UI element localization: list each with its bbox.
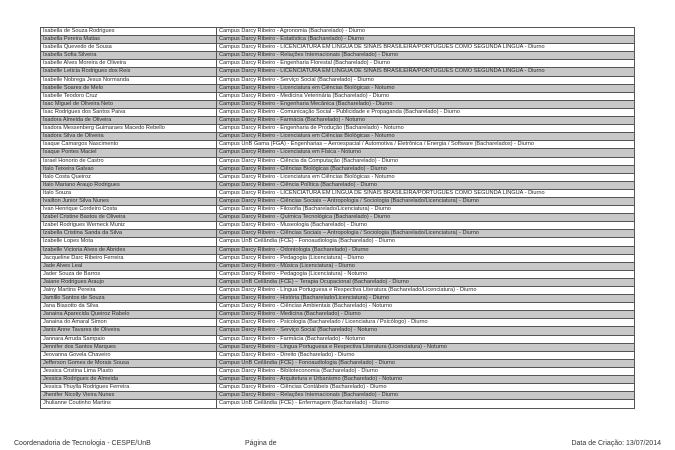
candidate-name: Italo Costa Queiroz <box>41 174 217 181</box>
candidate-name: Jainy Martins Pereira <box>41 287 217 294</box>
table-row <box>41 319 634 327</box>
table-row <box>41 141 634 149</box>
table-row <box>41 77 634 85</box>
candidate-name: Jeovanna Govela Chaveiro <box>41 352 217 359</box>
candidate-name: Ivailton Junior Silva Nunes <box>41 198 217 205</box>
course-name: Campus UnB Ceilândia (FCE) – Terapia Ocupacional (Bacharelado) - Diurno <box>219 278 409 285</box>
course-name: Campus Darcy Ribeiro - Engenharia de Produção (Bacharelado) - Noturno <box>219 125 404 132</box>
candidate-name: Isaque Pontes Maciel <box>41 149 217 156</box>
course-name: Campus Darcy Ribeiro - Pedagogia (Licenciatura) - Noturno <box>219 270 368 277</box>
course-name: Campus Darcy Ribeiro - História (Bacharelado/Licenciatura) - Diurno <box>219 295 390 302</box>
table-row <box>41 206 634 214</box>
course-name: Campus Darcy Ribeiro - Estatística (Bacharelado) - Diurno <box>219 36 365 43</box>
candidate-name: Isabelle Teodoro Cruz <box>41 93 217 100</box>
candidate-name: Jade Alves Leal <box>41 263 217 270</box>
candidate-name: Jessica Rodrigues de Almeida <box>41 376 217 383</box>
candidate-name: Janis Anne Tavares de Oliveira <box>41 327 217 334</box>
course-name: Campus Darcy Ribeiro - Relações Internacionais (Bacharelado) - Diurno <box>219 392 399 399</box>
table-row <box>41 247 634 255</box>
table-row <box>41 85 634 93</box>
candidate-name: Isabella Sofia Silveira <box>41 52 217 59</box>
candidate-name: Isac Miguel de Oliveira Neto <box>41 101 217 108</box>
candidate-name: Isabelle Alves Moreira de Oliveira <box>41 60 217 67</box>
candidate-name: Italo Mariano Araujo Rodrigues <box>41 182 217 189</box>
table-row <box>41 327 634 335</box>
candidate-name: Izabel Rodrigues Werneck Muniz <box>41 222 217 229</box>
candidate-name: Isabelle Nobrega Jesus Normanda <box>41 77 217 84</box>
table-row <box>41 109 634 117</box>
table-row <box>41 392 634 400</box>
table-row <box>41 28 634 36</box>
course-name: Campus Darcy Ribeiro - Arquitetura e Urbanismo (Bacharelado) - Noturno <box>219 376 403 383</box>
table-row <box>41 384 634 392</box>
candidate-name: Isadora Almeida de Oliveira <box>41 117 217 124</box>
table-row <box>41 230 634 238</box>
candidate-name: Jaiane Rodrigues Araujo <box>41 279 217 286</box>
candidate-name: Izabelle Victoria Alves de Abrides <box>41 247 217 254</box>
table-row <box>41 93 634 101</box>
candidate-name: Isabelle Leticia Rodrigues dos Reis <box>41 68 217 75</box>
table-row <box>41 60 634 68</box>
course-name: Campus Darcy Ribeiro - Licenciatura em Física - Noturno <box>219 149 362 156</box>
course-name: Campus Darcy Ribeiro - Ciências Sociais – Antropologia / Sociologia (Bacharelado/Licenciatura) - Diurno <box>219 230 479 237</box>
table-row <box>41 287 634 295</box>
course-name: Campus Darcy Ribeiro - Agronomia (Bacharelado) - Diurno <box>219 28 366 34</box>
table-row <box>41 336 634 344</box>
course-name: Campus Darcy Ribeiro - Ciências Biológicas (Bacharelado) - Diurno <box>219 165 387 172</box>
course-name: Campus UnB Ceilândia (FCE) - Enfermagem (Bacharelado) - Diurno <box>219 400 389 407</box>
table-row <box>41 400 634 408</box>
table-row <box>41 198 634 206</box>
table-row <box>41 166 634 174</box>
course-name: Campus Darcy Ribeiro - LICENCIATURA EM LÍNGUA DE SINAIS BRASILEIRA/PORTUGUÊS COMO SEGUNDA LÍNGUA - Diurno <box>219 44 545 51</box>
candidate-name: Jamille Santos de Souza <box>41 295 217 302</box>
table-row <box>41 125 634 133</box>
table-row <box>41 368 634 376</box>
course-name: Campus Darcy Ribeiro - Engenharia Florestal (Bacharelado) - Diurno <box>219 60 390 67</box>
candidate-name: Italo Souza <box>41 190 217 197</box>
candidate-name: Isabella Quevedo de Sousa <box>41 44 217 51</box>
course-name: Campus Darcy Ribeiro - Medicina (Bacharelado) - Diurno <box>219 311 361 318</box>
course-name: Campus Darcy Ribeiro - Licenciatura em Ciências Biológicas - Noturno <box>219 133 395 140</box>
course-name: Campus Darcy Ribeiro - Farmácia (Bacharelado) - Noturno <box>219 335 366 342</box>
course-name: Campus Darcy Ribeiro - Ciência da Computação (Bacharelado) - Diurno <box>219 157 399 164</box>
course-name: Campus Darcy Ribeiro - Música (Licenciatura) - Diurno <box>219 262 355 269</box>
course-name: Campus Darcy Ribeiro - Medicina Veterinária (Bacharelado) - Diurno <box>219 92 390 99</box>
course-name: Campus Darcy Ribeiro - Biblioteconomia (Bacharelado) - Diurno <box>219 367 378 374</box>
table-row <box>41 174 634 182</box>
results-table <box>40 27 635 409</box>
table-row <box>41 101 634 109</box>
candidate-name: Isadora Silva de Oliveira <box>41 133 217 140</box>
candidate-name: Jessica Thuylla Rodrigues Ferreira <box>41 384 217 391</box>
candidate-name: Jader Souza de Barros <box>41 271 217 278</box>
table-row <box>41 279 634 287</box>
candidate-name: Isaque Camargos Nascimento <box>41 141 217 148</box>
course-name: Campus Darcy Ribeiro - Comunicação Social - Publicidade e Propaganda (Bacharelado) - Diurno <box>219 108 460 115</box>
course-name: Campus Darcy Ribeiro - Ciências Ambientais (Bacharelado) - Noturno <box>219 303 393 310</box>
table-row <box>41 222 634 230</box>
table-row <box>41 68 634 76</box>
table-row <box>41 190 634 198</box>
candidate-name: Ivan Henrique Cordeiro Costa <box>41 206 217 213</box>
candidate-name: Isabelle Soares de Melo <box>41 85 217 92</box>
page-footer <box>0 440 675 450</box>
candidate-name: Jana Biasotto da Silva <box>41 303 217 310</box>
candidate-name: Isac Rodrigues dos Santos Paiva <box>41 109 217 116</box>
candidate-name: Jennifer dos Santos Marques <box>41 344 217 351</box>
candidate-name: Italo Teixeira Galvao <box>41 166 217 173</box>
table-row <box>41 311 634 319</box>
candidate-name: Izabelle Lopes Mota <box>41 238 217 245</box>
candidate-name: Isadora Messenberg Guimaraes Macedo Rebello <box>41 125 217 132</box>
table-row <box>41 214 634 222</box>
course-name: Campus UnB Gama (FGA) - Engenharias – Aeroespacial / Automotiva / Eletrônica / Energia / Software (Bacharelados) - Diurno <box>219 141 534 148</box>
table-row <box>41 238 634 246</box>
table-row <box>41 158 634 166</box>
table-row <box>41 44 634 52</box>
candidate-name: Jessica Cristina Lima Plasto <box>41 368 217 375</box>
candidate-name: Janaina Aparecida Queiroz Rabelo <box>41 311 217 318</box>
course-name: Campus Darcy Ribeiro - Língua Portuguesa e Respectiva Literatura (Bacharelado/Licenciatura) - Diurno <box>219 287 477 293</box>
table-row <box>41 36 634 44</box>
course-name: Campus Darcy Ribeiro - Licenciatura em Ciências Biológicas - Noturno <box>219 173 395 180</box>
course-name: Campus Darcy Ribeiro - Licenciatura em Ciências Biológicas - Noturno <box>219 84 395 91</box>
course-name: Campus Darcy Ribeiro - Ciências Sociais – Antropologia / Sociologia (Bacharelado/Licenciatura) - Diurno <box>219 197 479 204</box>
course-name: Campus Darcy Ribeiro - Ciência Política (Bacharelado) - Diurno <box>219 181 377 188</box>
footer-creation-date: Data de Criação: 13/07/2014 <box>571 440 661 447</box>
table-row <box>41 52 634 60</box>
candidate-name: Isabella Pereira Matias <box>41 36 217 43</box>
course-name: Campus Darcy Ribeiro - Odontologia (Bacharelado) - Diurno <box>219 246 369 253</box>
candidate-name: Izabella Cristina Sanda da Silva <box>41 230 217 237</box>
candidate-name: Isabella de Souza Rodrigues <box>41 28 217 35</box>
course-name: Campus Darcy Ribeiro - Língua Portuguesa e Respectiva Literatura (Licenciatura) - Noturno <box>219 343 447 350</box>
candidate-name: Janaina do Amaral Simon <box>41 319 217 326</box>
table-row <box>41 117 634 125</box>
candidate-name: Jannara Arruda Sampaio <box>41 336 217 343</box>
course-name: Campus Darcy Ribeiro - Serviço Social (Bacharelado) - Noturno <box>219 327 378 334</box>
course-name: Campus Darcy Ribeiro - Ciências Contábeis (Bacharelado) - Diurno <box>219 384 387 391</box>
course-name: Campus Darcy Ribeiro - Museologia (Bacharelado) - Diurno <box>219 222 367 229</box>
table-row <box>41 149 634 157</box>
footer-organization: Coordenadoria de Tecnologia - CESPE/UnB <box>14 440 151 447</box>
course-name: Campus Darcy Ribeiro - Filosofia (Bacharelado/Licenciatura) - Diurno <box>219 206 391 213</box>
candidate-name: Israel Honorio de Castro <box>41 158 217 165</box>
table-row <box>41 376 634 384</box>
course-name: Campus Darcy Ribeiro - Relações Internacionais (Bacharelado) - Diurno <box>219 52 399 59</box>
course-name: Campus Darcy Ribeiro - Serviço Social (Bacharelado) - Diurno <box>219 76 374 83</box>
table-row <box>41 360 634 368</box>
candidate-name: Jefferson Gomes de Morais Sousa <box>41 360 217 367</box>
table-row <box>41 255 634 263</box>
course-name: Campus Darcy Ribeiro - Farmácia (Bacharelado) - Noturno <box>219 117 366 124</box>
table-row <box>41 295 634 303</box>
candidate-name: Jhulianne Coutinho Martins <box>41 400 217 408</box>
course-name: Campus UnB Ceilândia (FCE) - Fonoaudiologia (Bacharelado) - Diurno <box>219 238 395 245</box>
course-name: Campus Darcy Ribeiro - Química Tecnológica (Bacharelado) - Diurno <box>219 214 391 221</box>
course-name: Campus Darcy Ribeiro - Direito (Bacharelado) - Diurno <box>219 351 355 358</box>
candidate-name: Izabel Cristine Bastos de Oliveira <box>41 214 217 221</box>
table-row <box>41 271 634 279</box>
table-row <box>41 182 634 190</box>
course-name: Campus Darcy Ribeiro - Psicologia (Bacharelado / Licenciatura / Psicólogo) - Diurno <box>219 319 428 326</box>
table-row <box>41 352 634 360</box>
course-name: Campus UnB Ceilândia (FCE) - Fonoaudiologia (Bacharelado) - Diurno <box>219 359 395 366</box>
table-row <box>41 344 634 352</box>
course-name: Campus Darcy Ribeiro - LICENCIATURA EM LÍNGUA DE SINAIS BRASILEIRA/PORTUGUÊS COMO SEGUNDA LÍNGUA - Diurno <box>219 68 545 75</box>
candidate-name: Jhenifer Nicolly Vieira Nunes <box>41 392 217 399</box>
course-name: Campus Darcy Ribeiro - LICENCIATURA EM LÍNGUA DE SINAIS BRASILEIRA/PORTUGUÊS COMO SEGUNDA LÍNGUA - Diurno <box>219 189 545 196</box>
candidate-name: Jacqueline Darc Ribeiro Ferreira <box>41 255 217 262</box>
course-name: Campus Darcy Ribeiro - Engenharia Mecânica (Bacharelado) - Diurno <box>219 100 393 107</box>
footer-page-number: Página de <box>245 440 277 447</box>
table-row <box>41 303 634 311</box>
table-row <box>41 263 634 271</box>
course-name: Campus Darcy Ribeiro - Pedagogia (Licenciatura) - Diurno <box>219 254 364 261</box>
table-row <box>41 133 634 141</box>
